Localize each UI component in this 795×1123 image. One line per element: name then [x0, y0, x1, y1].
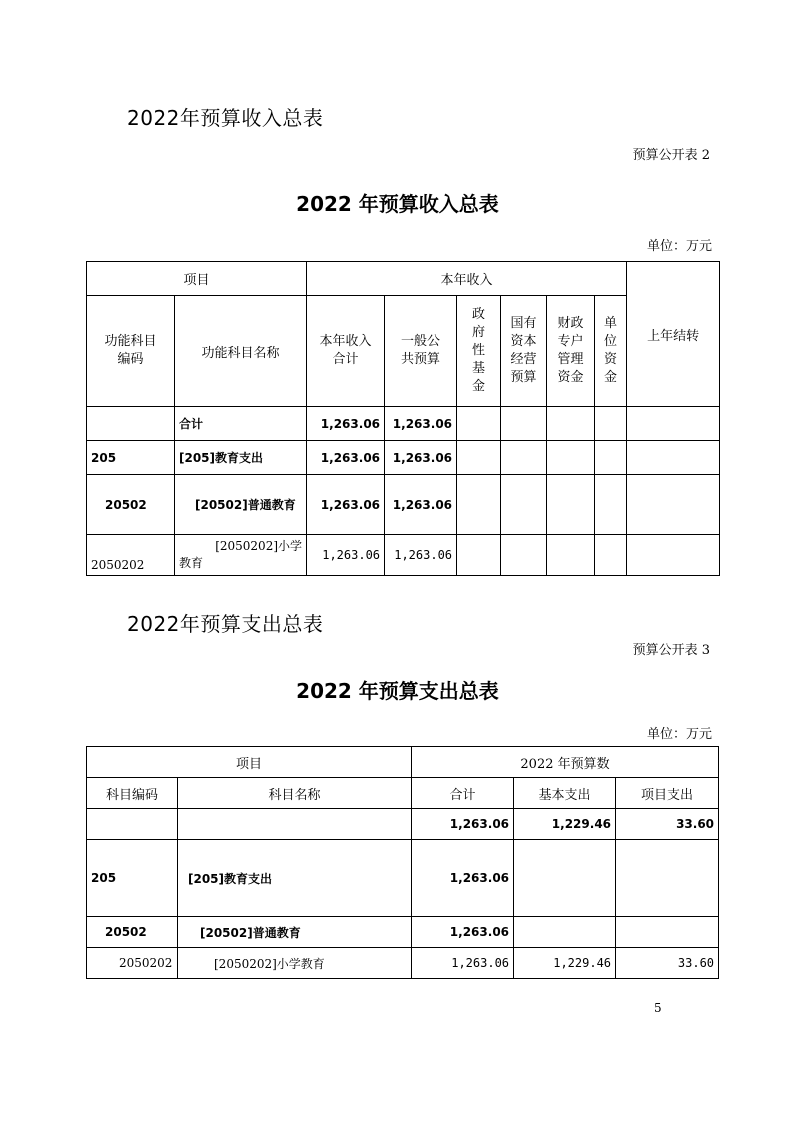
- income-cell-general: 1,263.06: [385, 535, 457, 576]
- expense-table: [86, 746, 719, 979]
- income-cell-code: 2050202: [87, 535, 175, 576]
- expense-cell-project: 33.60: [616, 809, 719, 840]
- income-header-state-capital: 国有资本经营预算: [501, 296, 547, 407]
- expense-header-item: 项目: [87, 747, 412, 778]
- expense-cell-project: [616, 917, 719, 948]
- expense-cell-name: [178, 809, 412, 840]
- expense-header-name: 科目名称: [178, 778, 412, 809]
- expense-cell-code: 205: [87, 840, 178, 917]
- expense-cell-project: [616, 840, 719, 917]
- expense-cell-total: 1,263.06: [412, 840, 514, 917]
- expense-table-title: 2022 年预算支出总表: [296, 679, 499, 703]
- income-row-2050202: [87, 535, 720, 576]
- expense-cell-code: 20502: [87, 917, 178, 948]
- income-row-total: [87, 407, 720, 441]
- income-header-func-code: 功能科目编码: [87, 296, 175, 407]
- expense-cell-basic: [514, 840, 616, 917]
- expense-cell-basic: 1,229.46: [514, 809, 616, 840]
- income-cell-general: 1,263.06: [385, 475, 457, 535]
- income-header-item: 项目: [87, 262, 307, 296]
- expense-cell-basic: 1,229.46: [514, 948, 616, 979]
- expense-header-project: 项目支出: [616, 778, 719, 809]
- expense-cell-total: 1,263.06: [412, 948, 514, 979]
- income-cell-code: 205: [87, 441, 175, 475]
- income-row-205: [87, 441, 720, 475]
- expense-cell-name: [20502]普通教育: [178, 917, 412, 948]
- income-table-title: 2022 年预算收入总表: [296, 192, 499, 216]
- income-cell-total: 1,263.06: [307, 535, 385, 576]
- income-cell-general: 1,263.06: [385, 441, 457, 475]
- income-cell-code: 20502: [87, 475, 175, 535]
- expense-unit-label: 单位：万元: [646, 727, 712, 742]
- expense-header-total: 合计: [412, 778, 514, 809]
- income-header-func-name: 功能科目名称: [175, 296, 307, 407]
- expense-header-budget: 2022 年预算数: [412, 747, 719, 778]
- expense-cell-name: [205]教育支出: [178, 840, 412, 917]
- income-table: [86, 261, 720, 576]
- income-header-last-year: 上年结转: [627, 262, 720, 407]
- income-form-number: 预算公开表 2: [632, 148, 710, 163]
- expense-cell-code: [87, 809, 178, 840]
- income-header-total: 本年收入合计: [307, 296, 385, 407]
- income-cell-name: 合计: [175, 407, 307, 441]
- expense-cell-total: 1,263.06: [412, 917, 514, 948]
- expense-form-number: 预算公开表 3: [632, 643, 710, 658]
- income-cell-general: 1,263.06: [385, 407, 457, 441]
- income-row-20502: [87, 475, 720, 535]
- income-cell-name: [205]教育支出: [175, 441, 307, 475]
- expense-row-20502: [87, 917, 719, 948]
- expense-cell-name: [2050202]小学教育: [178, 948, 412, 979]
- income-cell-code: [87, 407, 175, 441]
- expense-header-code: 科目编码: [87, 778, 178, 809]
- expense-cell-project: 33.60: [616, 948, 719, 979]
- income-cell-total: 1,263.06: [307, 407, 385, 441]
- income-header-fiscal-special: 财政专户管理资金: [547, 296, 595, 407]
- expense-cell-code: 2050202: [87, 948, 178, 979]
- income-cell-name: [20502]普通教育: [175, 475, 307, 535]
- income-header-general: 一般公共预算: [385, 296, 457, 407]
- expense-section-title: 2022年预算支出总表: [127, 612, 324, 636]
- income-header-current: 本年收入: [307, 262, 627, 296]
- income-section-title: 2022年预算收入总表: [127, 106, 324, 130]
- expense-cell-total: 1,263.06: [412, 809, 514, 840]
- expense-row-205: [87, 840, 719, 917]
- income-unit-label: 单位：万元: [646, 239, 712, 254]
- expense-row-2050202: [87, 948, 719, 979]
- page-number: 5: [654, 1001, 662, 1015]
- expense-cell-basic: [514, 917, 616, 948]
- expense-header-basic: 基本支出: [514, 778, 616, 809]
- income-cell-total: 1,263.06: [307, 475, 385, 535]
- income-header-gov-fund: 政府性基金: [457, 296, 501, 407]
- income-cell-name: [2050202]小学 教育: [175, 535, 307, 576]
- expense-row-total: [87, 809, 719, 840]
- income-header-unit-funds: 单位资金: [595, 296, 627, 407]
- income-cell-total: 1,263.06: [307, 441, 385, 475]
